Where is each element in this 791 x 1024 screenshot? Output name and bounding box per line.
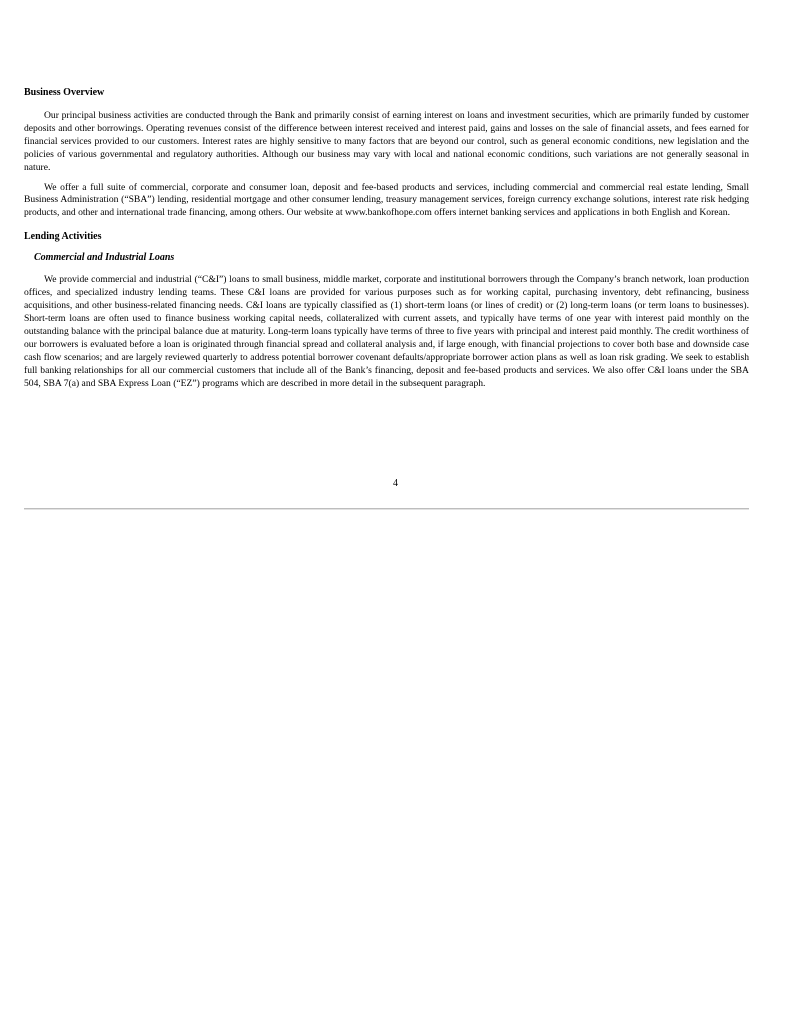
business-overview-paragraph-1: Our principal business activities are conducted through the Bank and primarily consist of earning interest on loans and investment securities, which are primarily funded by customer deposits and other borrowings. Operating revenues consist of the difference between interest received and interest paid, gains and losses on the sale of financial assets, and fees earned for financial services provided to our customers. Interest rates are highly sensitive to many factors that are beyond our control, such as general economic conditions, new legislation and the policies of various governmental and regulatory authorities. Although our business may vary with local and national economic conditions, such variations are not generally seasonal in nature.	[24, 110, 749, 173]
lending-activities-heading: Lending Activities	[24, 231, 102, 243]
footer-divider	[24, 508, 749, 510]
commercial-industrial-loans-subheading: Commercial and Industrial Loans	[34, 252, 175, 264]
page-number: 4	[393, 478, 398, 489]
business-overview-heading: Business Overview	[24, 87, 105, 98]
commercial-industrial-loans-paragraph: We provide commercial and industrial (“C&I”) loans to small business, middle market, corporate and institutional borrowers through the Company’s branch network, loan production offices, and specialized industry lending teams. These C&I loans are provided for various purposes such as for working capital, purchasing inventory, debt refinancing, business acquisitions, and other business-related financing needs. C&I loans are typically classified as (1) short-term loans (or lines of credit) or (2) long-term loans (or term loans to businesses). Short-term loans are often used to finance business working capital needs, collateralized with current assets, and typically have terms of one year with interest paid monthly on the outstanding balance with the principal balance due at maturity. Long-term loans typically have terms of three to five years with principal and interest paid monthly. The credit worthiness of our borrowers is evaluated before a loan is originated through financial spread and collateral analysis and, if large enough, with financial projections to cover both base and downside case cash flow scenarios; and are largely reviewed quarterly to address potential borrower covenant defaults/appropriate borrower action plans as well as loan risk grading. We seek to establish full banking relationships for all our commercial customers that include all of the Bank’s financing, deposit and fee-based products and services. We also offer C&I loans under the SBA 504, SBA 7(a) and SBA Express Loan (“EZ”) programs which are described in more detail in the subsequent paragraph.	[24, 274, 749, 389]
business-overview-paragraph-2: We offer a full suite of commercial, corporate and consumer loan, deposit and fee-based products and services, including commercial and commercial real estate lending, Small Business Administration (“SBA”) lending, residential mortgage and other consumer lending, treasury management services, foreign currency exchange solutions, interest rate risk hedging products, and other and international trade financing, among others. Our website at www.bankofhope.com offers internet banking services and applications in both English and Korean.	[24, 181, 749, 219]
document-page	[24, 86, 749, 390]
